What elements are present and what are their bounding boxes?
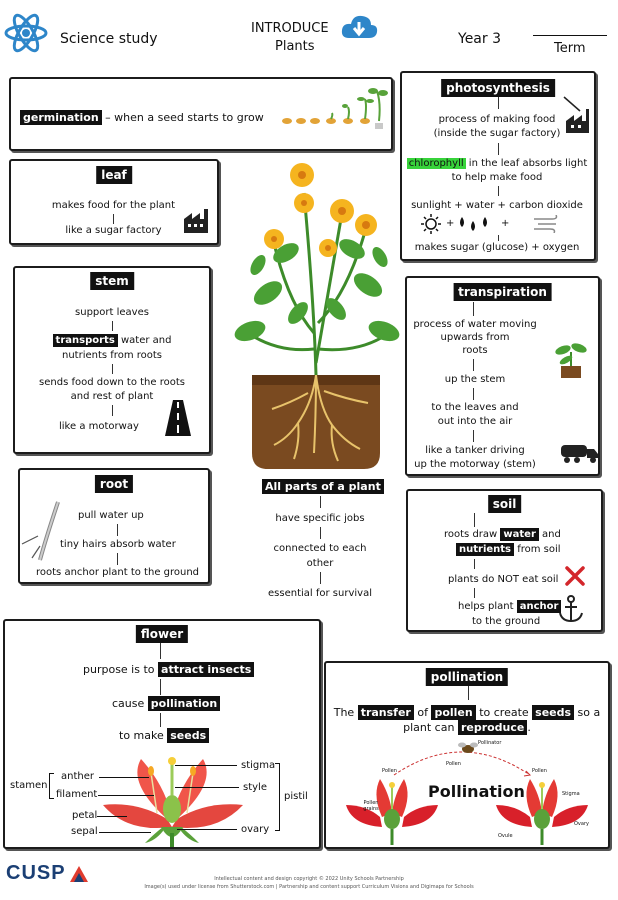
flower-text-1 xyxy=(83,663,254,676)
stem-text-2 xyxy=(15,334,209,347)
connector xyxy=(474,559,475,569)
root-text-2: tiny hairs absorb water xyxy=(60,539,176,550)
root-text-3: roots anchor plant to the ground xyxy=(36,567,200,578)
transpiration-text-3: roots xyxy=(462,345,488,356)
label-pollen-grains: Pollen grains xyxy=(363,800,379,812)
transpiration-title: transpiration xyxy=(453,283,552,301)
leaf-title: leaf xyxy=(96,166,132,184)
soil-text-4 xyxy=(458,600,561,613)
germination-title: germination xyxy=(20,110,102,125)
photosynthesis-text-4: to help make food xyxy=(451,172,543,183)
soil-highlight-nutrients: nutrients xyxy=(456,543,514,556)
pollination-highlight-pollen: pollen xyxy=(431,705,475,720)
flower-text-3a: to make xyxy=(119,729,168,742)
center-title-text: All parts of a plant xyxy=(262,479,384,494)
stem-text-5: and rest of plant xyxy=(70,391,154,402)
soil-highlight-anchor: anchor xyxy=(517,600,562,613)
stamen-bracket xyxy=(49,773,54,799)
connector xyxy=(117,524,118,536)
label-filament: filament xyxy=(56,789,98,800)
flower-text-2a: cause xyxy=(112,697,148,710)
leaf-text-2: like a sugar factory xyxy=(65,225,162,236)
plus-sign: + xyxy=(446,218,455,229)
leaf-box xyxy=(9,159,219,245)
label-stamen: stamen xyxy=(10,780,48,791)
photosynthesis-text-3-rest: in the leaf absorbs light xyxy=(465,158,588,169)
label-ovary-pollination: Ovary xyxy=(574,821,589,827)
connector xyxy=(473,388,474,400)
transpiration-text-7: like a tanker driving xyxy=(425,445,525,456)
connector xyxy=(498,143,499,155)
label-ovule: Ovule xyxy=(498,833,513,839)
tanker-truck-icon xyxy=(561,442,599,464)
factory-icon xyxy=(562,95,590,133)
sun-icon xyxy=(420,213,442,235)
soil-text-5: to the ground xyxy=(472,616,541,627)
cloud-download-icon[interactable] xyxy=(339,12,379,44)
connector xyxy=(112,405,113,416)
anther-line xyxy=(99,777,149,778)
flower-highlight-attract: attract insects xyxy=(158,662,254,677)
connector xyxy=(474,513,475,527)
pollination-s6: . xyxy=(527,721,531,734)
label-stigma-pollination: Stigma xyxy=(562,791,580,797)
pollination-title: pollination xyxy=(426,668,508,686)
transpiration-text-6: out into the air xyxy=(437,416,513,427)
connector xyxy=(160,679,161,695)
pollination-s1: The xyxy=(333,706,358,719)
germination-line xyxy=(20,111,264,124)
connector xyxy=(498,97,499,109)
style-line xyxy=(175,787,239,788)
stigma-line xyxy=(175,765,237,766)
term-line xyxy=(533,35,607,36)
transpiration-text-5: to the leaves and xyxy=(431,402,519,413)
stem-text-4: sends food down to the roots xyxy=(39,377,185,388)
sepal-line xyxy=(99,832,151,833)
center-text-4: essential for survival xyxy=(268,588,372,599)
pollination-s5: plant can xyxy=(403,721,458,734)
label-pollen-3: Pollen xyxy=(532,768,547,774)
stem-text-2-rest: water and xyxy=(117,335,172,346)
connector xyxy=(117,553,118,565)
label-style: style xyxy=(243,782,267,793)
label-petal: petal xyxy=(72,810,98,821)
pollination-box xyxy=(324,661,610,849)
germination-box xyxy=(9,77,393,151)
motorway-road-icon xyxy=(165,400,191,436)
cusp-logo xyxy=(6,862,66,885)
connector xyxy=(160,643,161,659)
flower-text-1a: purpose is to xyxy=(83,663,159,676)
leaf-text-1: makes food for the plant xyxy=(51,200,176,211)
center-title xyxy=(262,480,381,493)
pollination-highlight-transfer: transfer xyxy=(358,705,414,720)
connector xyxy=(473,359,474,371)
soil-title: soil xyxy=(488,495,522,513)
connector xyxy=(113,214,114,224)
pollination-highlight-seeds: seeds xyxy=(532,705,574,720)
plus-sign: + xyxy=(501,218,510,229)
photosynthesis-text-5: sunlight + water + carbon dioxide xyxy=(411,200,583,211)
center-text-2: connected to each xyxy=(273,543,367,554)
subject-title: Science study xyxy=(60,31,158,47)
cusp-logo-text: CUSP xyxy=(6,862,66,884)
transpiration-text-8: up the motorway (stem) xyxy=(414,459,536,470)
stem-box xyxy=(13,266,211,454)
stem-title: stem xyxy=(90,272,134,290)
connector xyxy=(112,364,113,374)
year-label: Year 3 xyxy=(458,31,501,47)
label-sepal: sepal xyxy=(71,826,98,837)
flower-box xyxy=(3,619,321,849)
atom-icon xyxy=(3,10,49,56)
flower-text-2 xyxy=(112,697,220,710)
label-pollen-2: Pollen xyxy=(446,761,461,767)
soil-text-3: plants do NOT eat soil xyxy=(448,574,559,585)
pistil-bracket xyxy=(275,763,280,831)
soil-highlight-water: water xyxy=(500,528,538,541)
pollination-diagram-title: Pollination xyxy=(428,782,525,801)
photosynthesis-title: photosynthesis xyxy=(441,79,555,97)
cusp-logo-swoosh xyxy=(70,866,88,882)
photosynthesis-text-3 xyxy=(402,157,592,170)
soil-text-1 xyxy=(444,528,561,541)
flower-title: flower xyxy=(136,625,188,643)
label-pistil: pistil xyxy=(284,791,308,802)
connector xyxy=(468,686,469,700)
transpiration-box xyxy=(405,276,600,476)
flower-highlight-seeds: seeds xyxy=(167,728,209,743)
connector xyxy=(320,527,321,539)
soil-text-2b: from soil xyxy=(514,544,561,555)
pollination-sentence-2 xyxy=(326,721,608,734)
photosynthesis-text-1: process of making food xyxy=(438,114,556,125)
center-text-1: have specific jobs xyxy=(275,513,365,524)
germination-text: – when a seed starts to grow xyxy=(105,111,264,124)
soil-text-4a: helps plant xyxy=(458,601,517,612)
root-text-1: pull water up xyxy=(78,510,144,521)
water-drops-icon xyxy=(457,215,493,233)
chlorophyll-highlight: chlorophyll xyxy=(408,158,464,169)
red-cross-icon xyxy=(564,565,586,587)
topic-title: Plants xyxy=(275,39,315,54)
connector xyxy=(112,321,113,331)
transpiration-text-2: upwards from xyxy=(440,332,510,343)
photosynthesis-text-2: (inside the sugar factory) xyxy=(433,128,561,139)
footer-license: Image(s) used under license from Shutterstock.com | Partnership and content support Curriculum Visions and Digimaps for Schools xyxy=(144,884,474,890)
pollination-sentence-1 xyxy=(326,706,608,719)
pollination-highlight-reproduce: reproduce xyxy=(458,720,527,735)
stem-text-1: support leaves xyxy=(75,307,149,318)
label-anther: anther xyxy=(61,771,94,782)
connector xyxy=(498,186,499,196)
stem-text-6: like a motorway xyxy=(59,421,139,432)
label-pollinator: Pollinator xyxy=(478,740,502,746)
soil-text-2 xyxy=(456,543,561,556)
soil-text-1b: and xyxy=(538,529,561,540)
root-box xyxy=(18,468,210,584)
pollination-s3: to create xyxy=(475,706,533,719)
soil-text-1a: roots draw xyxy=(444,529,501,540)
connector xyxy=(320,572,321,584)
center-text-3: other xyxy=(306,558,334,569)
connector xyxy=(474,588,475,598)
ovary-line xyxy=(177,829,237,830)
anchor-icon xyxy=(558,595,584,623)
pollination-s4: so a xyxy=(574,706,601,719)
seedling-icon xyxy=(553,338,589,378)
stem-highlight-transports: transports xyxy=(53,334,118,347)
stem-text-3: nutrients from roots xyxy=(62,350,162,361)
photosynthesis-text-6: makes sugar (glucose) + oxygen xyxy=(414,242,580,253)
photosynthesis-box xyxy=(400,71,596,261)
flower-text-3 xyxy=(119,729,209,742)
connector xyxy=(320,496,321,508)
root-title: root xyxy=(95,475,133,493)
connector xyxy=(473,302,474,316)
label-stigma: stigma xyxy=(241,760,276,771)
label-pollen-1: Pollen xyxy=(382,768,397,774)
footer-copyright: Intellectual content and design copyright © 2022 Unity Schools Partnership xyxy=(214,876,404,882)
introduce-label: INTRODUCE xyxy=(251,21,329,36)
petal-line xyxy=(97,816,127,817)
soil-box xyxy=(406,489,603,632)
transpiration-text-4: up the stem xyxy=(444,374,506,385)
flower-highlight-pollination: pollination xyxy=(148,696,220,711)
filament-line xyxy=(98,795,154,796)
root-hair-icon xyxy=(20,498,64,562)
factory-icon xyxy=(182,207,212,233)
connector xyxy=(473,430,474,442)
seed-growth-icon xyxy=(279,83,389,131)
transpiration-text-1: process of water moving xyxy=(413,319,537,330)
connector xyxy=(160,713,161,727)
term-label: Term xyxy=(554,41,586,56)
label-ovary: ovary xyxy=(241,824,270,835)
pollination-s2: of xyxy=(413,706,432,719)
wind-icon xyxy=(532,215,560,233)
